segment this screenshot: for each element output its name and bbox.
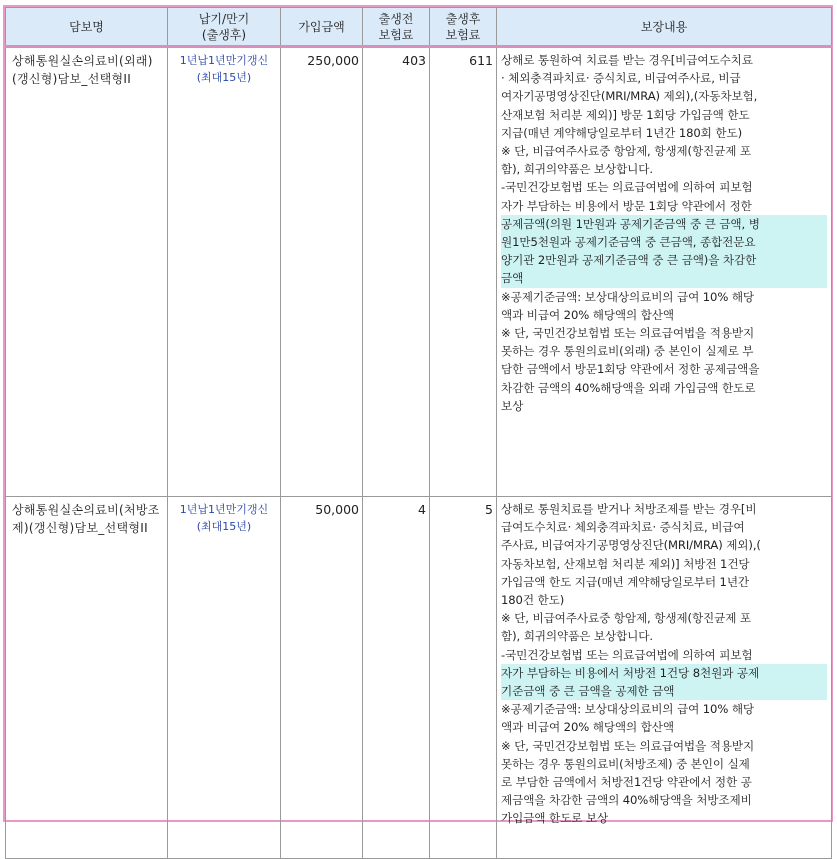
coverage-line: 못하는 경우 통원의료비(외래) 중 본인이 실제로 부 [501,344,754,359]
coverage-details [497,47,832,497]
coverage-line: 차감한 금액의 40%해당액을 외래 가입금액 한도로 [501,380,756,395]
coverage-line-highlighted: 공제금액(의원 1만원과 공제기준금액 중 큰 금액, 병 [501,215,827,233]
coverage-line-highlighted: 자가 부담하는 비용에서 처방전 1건당 8천원과 공제 [501,664,827,682]
coverage-line: 자가 부담하는 비용에서 방문 1회당 약관에서 정한 [501,198,752,213]
coverage-line: 여자기공명영상진단(MRI/MRA) 제외),(자동차보험, [501,89,758,104]
coverage-line: 못하는 경우 통원의료비(처방조제) 중 본인이 실제 [501,756,750,771]
coverage-line: 상해로 통원치료를 받거나 처방조제를 받는 경우[비 [501,502,757,516]
coverage-line: 산재보험 처리분 제외)] 방문 1회당 가입금액 한도 [501,107,750,122]
amount-cell: 50,000 [281,497,363,859]
post-premium-cell: 5 [430,497,497,859]
term-cell [168,47,281,497]
pre-premium-cell: 403 [363,47,430,497]
header-term: 납기/만기 (출생후) [168,8,281,47]
table-row [6,47,832,497]
post-premium-cell: 611 [430,47,497,497]
coverage-line: 가입금액 한도 지급(매년 계약해당일로부터 1년간 [501,574,750,589]
term-cell [168,497,281,859]
table-row [6,497,832,859]
coverage-line: 액과 비급여 20% 해당액의 합산액 [501,720,675,735]
coverage-details [497,497,832,859]
coverage-line: 함), 희귀의약품은 보상합니다. [501,162,653,177]
pre-premium-cell: 4 [363,497,430,859]
coverage-line-highlighted: 원1만5천원과 공제기준금액 중 큰금액, 종합전문요 [501,233,827,251]
coverage-line: 보상 [501,398,524,413]
coverage-line: -국민건강보험법 또는 의료급여법에 의하여 피보험 [501,647,753,662]
header-coverage-name: 담보명 [6,8,168,47]
term-value: 1년납1년만기갱신 [179,503,269,516]
coverage-line: 주사료, 비급여자기공명영상진단(MRI/MRA) 제외),( [501,538,761,553]
coverage-line: · 체외충격파치료· 증식치료, 비급여주사료, 비급 [501,71,741,86]
coverage-table [5,7,832,859]
coverage-line: ※공제기준금액: 보상대상의료비의 급여 10% 해당 [501,289,755,304]
coverage-line: ※공제기준금액: 보상대상의료비의 급여 10% 해당 [501,702,755,717]
coverage-line: ※ 단, 국민건강보험법 또는 의료급여법을 적용받지 [501,738,755,753]
coverage-line: ※ 단, 비급여주사료중 항암제, 항생제(항진균제 포 [501,144,752,159]
table-header-row [6,8,832,47]
coverage-line: 상해로 통원하여 치료를 받는 경우[비급여도수치료 [501,53,753,67]
coverage-line: 급여도수치료· 체외충격파치료· 증식치료, 비급여 [501,520,745,535]
coverage-line: 액과 비급여 20% 해당액의 합산액 [501,307,675,322]
coverage-line: 함), 희귀의약품은 보상합니다. [501,629,653,644]
coverage-line: ※ 단, 비급여주사료중 항암제, 항생제(항진균제 포 [501,611,752,626]
coverage-line: 가입금액 한도로 보상 [501,811,609,826]
coverage-line: 180건 한도) [501,593,565,608]
coverage-line-highlighted: 금액 [501,269,827,287]
header-pre-birth-premium: 출생전 보험료 [363,8,430,47]
term-note: (최대15년) [196,520,252,533]
coverage-line: 자동차보험, 산재보험 처리분 제외)] 처방전 1건당 [501,556,750,571]
coverage-line: ※ 단, 국민건강보험법 또는 의료급여법을 적용받지 [501,326,755,341]
coverage-line-highlighted: 기준금액 중 큰 금액을 공제한 금액 [501,682,827,700]
header-post-birth-premium: 출생후 보험료 [430,8,497,47]
coverage-name: 상해통원실손의료비(외래)(갱신형)담보_선택형II [6,47,168,497]
coverage-line: 담한 금액에서 방문1회당 약관에서 정한 공제금액을 [501,362,760,377]
term-note: (최대15년) [196,71,252,84]
coverage-line: 지급(매년 계약해당일로부터 1년간 180회 한도) [501,125,742,140]
amount-cell: 250,000 [281,47,363,497]
term-value: 1년납1년만기갱신 [179,54,269,67]
header-amount: 가입금액 [281,8,363,47]
coverage-line: -국민건강보험법 또는 의료급여법에 의하여 피보험 [501,180,753,195]
coverage-line: 제금액을 차감한 금액의 40%해당액을 처방조제비 [501,793,752,808]
coverage-line: 로 부담한 금액에서 처방전1건당 약관에서 정한 공 [501,775,752,790]
coverage-name: 상해통원실손의료비(처방조제)(갱신형)담보_선택형II [6,497,168,859]
coverage-line-highlighted: 양기관 2만원과 공제기준금액 중 큰 금액)을 차감한 [501,251,827,269]
header-coverage-details: 보장내용 [497,8,832,47]
